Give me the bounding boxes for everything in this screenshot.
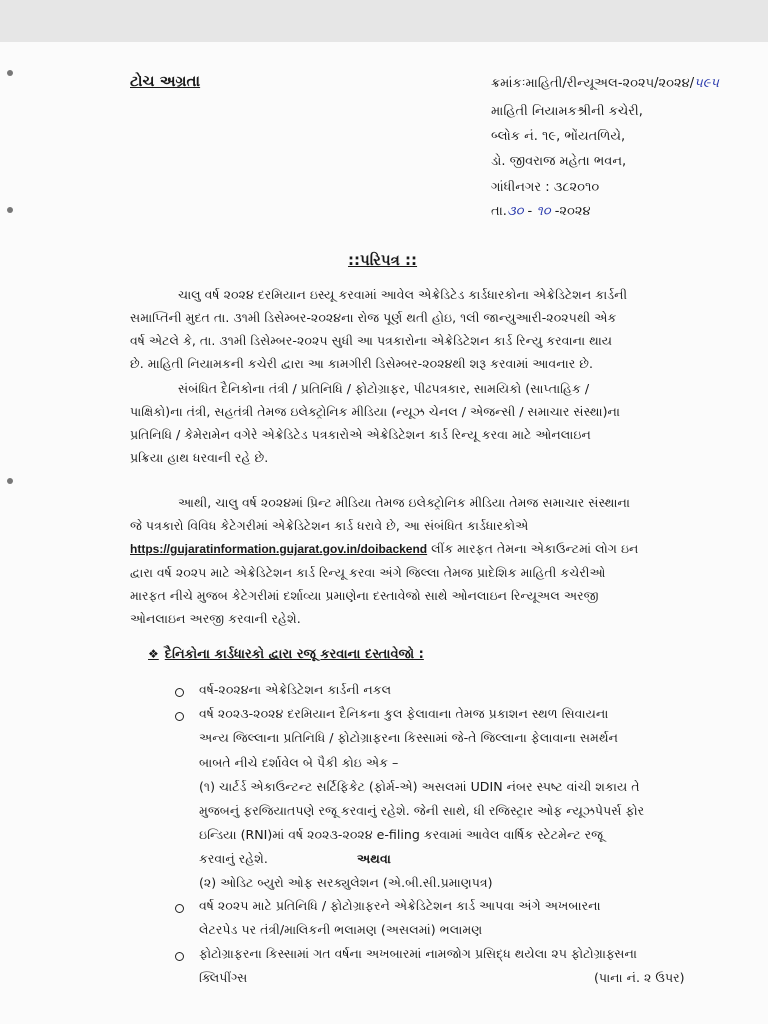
urgent-priority-label: ટોચ અગ્રતા [130,72,201,90]
reference-number [491,76,719,91]
sub-item-1-line-4: કરવાનું રહેશે. [199,851,268,866]
list-item-3-line-2: લેટરપેડ પર તંત્રી/માલિકની ભલામણ (અસલમાં) ભલામણ [199,922,483,937]
date-separator: - [523,204,537,219]
sub-item-1-line-2: મુજબનું ફરજિયાતપણે રજૂ કરવાનું રહેશે. જેની સાથે, ધી રજિસ્ટ્રાર ઓફ ન્યૂઝપેપર્સ ફોર [199,803,645,818]
paragraph-line: સંબંધિત દૈનિકોના તંત્રી / પ્રતિનિધિ / ફોટોગ્રાફર, પીઢપત્રકાર, સામયિકો (સાપ્તાહિક / [178,381,590,396]
circle-bullet-icon [175,712,184,721]
doi-backend-link[interactable]: https://gujaratinformation.gujarat.gov.in/doibackend [130,542,428,556]
paragraph-line: પ્રતિનિધિ / કેમેરામેન વગેરે એક્રેડિટેડ પત્રકારોએ એક્રેડિટેશન કાર્ડ રિન્યૂ કરવા માટે ઓનલાઇન [130,427,591,442]
sub-item-1-line-3: ઇન્ડિયા (RNI)માં વર્ષ ૨૦૨૩-૨૦૨૪ e-filing કરવામાં આવેલ વાર્ષિક સ્ટેટમેન્ટ રજૂ [199,827,604,842]
paragraph-line-with-link [130,537,706,561]
punch-hole-mark [7,70,13,76]
paragraph-line: ચાલુ વર્ષ ૨૦૨૪ દરમિયાન ઇસ્યૂ કરવામાં આવેલ એક્રેડિટેડ કાર્ડધારકોના એક્રેડિટેશન કાર્ડની [178,287,628,302]
paragraph-line: દ્વારા વર્ષ ૨૦૨૫ માટે એક્રેડિટેશન કાર્ડ રિન્યૂ કરવા અંગે જિલ્લા તેમજ પ્રાદેશિક માહિતી કચેરીઓ [130,565,606,580]
date-prefix: તા. [491,204,507,219]
or-label: અથવા [357,851,391,866]
circle-bullet-icon [175,688,184,697]
list-item-2-line-3: બાબતે નીચે દર્શાવેલ બે પૈકી કોઇ એક – [199,755,399,770]
paragraph-line: વર્ષ એટલે કે, તા. ૩૧મી ડિસેમ્બર-૨૦૨૫ સુધી આ પત્રકારોના એક્રેડિટેશન કાર્ડ રિન્યુ કરવાના થાય [130,333,613,348]
list-item-4-line-1: ફોટોગ્રાફરના કિસ્સામાં ગત વર્ષના અખબારમાં નામજોગ પ્રસિદ્ધ થયેલા ૨૫ ફોટોગ્રાફ્સના [199,946,637,961]
reference-handwritten-number: ૫૯૫ [694,76,719,91]
circle-bullet-icon [175,904,184,913]
office-address-line-1: માહિતી નિયામકશ્રીની કચેરી, [491,104,643,119]
paragraph-line: છે. માહિતી નિયામકની કચેરી દ્વારા આ કામગીરી ડિસેમ્બર-૨૦૨૪થી શરૂ કરવામાં આવનાર છે. [130,356,593,371]
section-heading [148,647,424,662]
continued-on-page-note: (પાના નં. ૨ ઉપર) [594,970,685,985]
document-date [491,204,591,219]
paragraph-line: પ્રક્રિયા હાથ ધરવાની રહે છે. [130,450,269,465]
sub-item-2: (૨) ઓડિટ બ્યુરો ઓફ સરક્યુલેશન (એ.બી.સી.પ્રમાણપત્ર) [199,875,493,890]
paragraph-line: પાક્ષિકો)ના તંત્રી, સહતંત્રી તેમજ ઇલેક્ટ્રોનિક મીડિયા (ન્યૂઝ ચેનલ / એજન્સી / સમાચાર સંસ્થા)ના [130,404,620,419]
date-year: -૨૦૨૪ [550,204,591,219]
list-item-1: વર્ષ-૨૦૨૪ના એક્રેડિટેશન કાર્ડની નકલ [199,682,392,697]
paragraph-line: મારફત નીચે મુજબ કેટેગરીમાં દર્શાવ્યા પ્રમાણેના દસ્તાવેજો સાથે ઓનલાઇન રિન્યૂઅલ અરજી [130,588,599,603]
list-item-4-line-2: ક્લિપીંગ્સ [199,970,248,985]
list-item-2-line-1: વર્ષ ૨૦૨૩-૨૦૨૪ દરમિયાન દૈનિકના કુલ ફેલાવાના તેમજ પ્રકાશન સ્થળ સિવાયના [199,706,609,721]
diamond-bullet-icon: ❖ [148,647,159,661]
link-suffix-text: લીંક મારફત તેમના એકાઉન્ટમાં લોગ ઇન [427,541,639,556]
scan-top-margin [0,0,768,42]
office-address-line-3: ડો. જીવરાજ મહેતા ભવન, [491,154,627,169]
paragraph-line: ઓનલાઇન અરજી કરવાની રહેશે. [130,611,301,626]
list-item-2-line-2: અન્ય જિલ્લાના પ્રતિનિધિ / ફોટોગ્રાફરના કિસ્સામાં જે-તે જિલ્લાના ફેલાવાના સમર્થન [199,730,618,745]
date-day-handwritten: ૩૦ [506,204,524,219]
circular-title: ::પરિપત્ર :: [348,251,418,269]
office-address-line-2: બ્લોક નં. ૧૯, ભોંયતળિયે, [491,129,626,144]
date-month-handwritten: ૧૦ [536,204,551,219]
paragraph-line: જે પત્રકારો વિવિધ કેટેગરીમાં એક્રેડિટેશન કાર્ડ ધરાવે છે, આ સંબંધિત કાર્ડધારકોએ [130,518,529,533]
paragraph-line: આથી, ચાલુ વર્ષ ૨૦૨૪માં પ્રિન્ટ મીડિયા તેમજ ઇલેક્ટ્રોનિક મીડિયા તેમજ સમાચાર સંસ્થાના [178,495,630,510]
punch-hole-mark [7,207,13,213]
paragraph-1 [130,283,706,375]
paragraph-line: સમાપ્તિની મુદત તા. ૩૧મી ડિસેમ્બર-૨૦૨૪ના રોજ પૂર્ણ થતી હોઇ, ૧લી જાન્યુઆરી-૨૦૨૫થી એક [130,310,617,325]
list-item-3-line-1: વર્ષ ૨૦૨૫ માટે પ્રતિનિધિ / ફોટોગ્રાફરને એક્રેડિટેશન કાર્ડ આપવા અંગે અખબારના [199,898,601,913]
paragraph-2 [130,377,706,469]
section-heading-text: દૈનિકોના કાર્ડધારકો દ્વારા રજૂ કરવાના દસ્તાવેજો : [164,647,424,662]
sub-item-1-line-1: (૧) ચાર્ટર્ડ એકાઉન્ટન્ટ સર્ટિફિકેટ (ફોર્મ-એ) અસલમાં UDIN નંબર સ્પષ્ટ વાંચી શકાય તે [199,779,640,794]
circle-bullet-icon [175,952,184,961]
punch-hole-mark [7,478,13,484]
office-address-line-4: ગાંધીનગર : ૩૮૨૦૧૦ [491,180,600,195]
reference-prefix: ક્રમાંકઃમાહિતી/રીન્યૂઅલ-૨૦૨૫/૨૦૨૪/ [491,76,695,91]
paragraph-3 [130,491,706,630]
